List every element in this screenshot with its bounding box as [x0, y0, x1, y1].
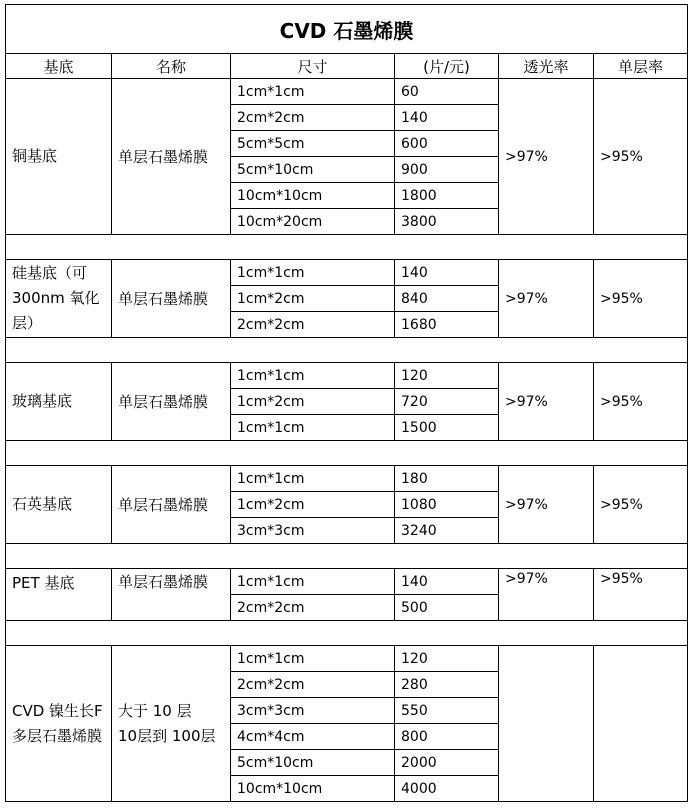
- price-cell: 550: [395, 698, 499, 724]
- price-cell: 3240: [395, 518, 499, 544]
- table-row: [6, 569, 688, 595]
- transmittance-cell: >97%: [499, 569, 594, 621]
- size-cell: 1cm*1cm: [231, 415, 395, 441]
- price-cell: 1500: [395, 415, 499, 441]
- size-cell: 1cm*1cm: [231, 260, 395, 286]
- transmittance-cell: >97%: [499, 466, 594, 544]
- size-cell: 1cm*2cm: [231, 389, 395, 415]
- product-name-cell: 大于 10 层 10层到 100层: [112, 646, 231, 802]
- size-cell: 1cm*2cm: [231, 492, 395, 518]
- substrate-cell: PET 基底: [6, 569, 112, 621]
- product-name-cell: 单层石墨烯膜: [112, 363, 231, 441]
- separator-cell: [6, 235, 688, 260]
- group-separator-row: [6, 621, 688, 646]
- table-row: [6, 466, 688, 492]
- table-title: CVD 石墨烯膜: [6, 5, 688, 54]
- header-name: 名称: [112, 54, 231, 79]
- substrate-cell: 玻璃基底: [6, 363, 112, 441]
- group-separator-row: [6, 338, 688, 363]
- size-cell: 10cm*10cm: [231, 183, 395, 209]
- table-row: [6, 260, 688, 286]
- header-substrate: 基底: [6, 54, 112, 79]
- price-cell: 1080: [395, 492, 499, 518]
- size-cell: 5cm*10cm: [231, 157, 395, 183]
- price-cell: 840: [395, 286, 499, 312]
- product-name-cell: 单层石墨烯膜: [112, 260, 231, 338]
- header-row: [6, 54, 688, 79]
- price-table: [5, 4, 688, 802]
- price-cell: 60: [395, 79, 499, 105]
- separator-cell: [6, 441, 688, 466]
- single-layer-rate-cell: >95%: [594, 260, 688, 338]
- transmittance-cell: >97%: [499, 79, 594, 235]
- price-cell: 1680: [395, 312, 499, 338]
- single-layer-rate-cell: >95%: [594, 466, 688, 544]
- group-separator-row: [6, 235, 688, 260]
- size-cell: 5cm*10cm: [231, 750, 395, 776]
- size-cell: 2cm*2cm: [231, 312, 395, 338]
- size-cell: 10cm*10cm: [231, 776, 395, 802]
- transmittance-cell: >97%: [499, 260, 594, 338]
- transmittance-cell: >97%: [499, 363, 594, 441]
- separator-cell: [6, 544, 688, 569]
- price-cell: 500: [395, 595, 499, 621]
- single-layer-rate-cell: [594, 646, 688, 802]
- group-separator-row: [6, 544, 688, 569]
- header-single-layer-rate: 单层率: [594, 54, 688, 79]
- product-name-cell: 单层石墨烯膜: [112, 79, 231, 235]
- table-row: [6, 646, 688, 672]
- size-cell: 1cm*1cm: [231, 646, 395, 672]
- substrate-cell: CVD 镍生长F 多层石墨烯膜: [6, 646, 112, 802]
- title-row: [6, 5, 688, 54]
- price-cell: 140: [395, 569, 499, 595]
- table-row: [6, 363, 688, 389]
- price-cell: 140: [395, 105, 499, 131]
- product-name-cell: 单层石墨烯膜: [112, 569, 231, 621]
- size-cell: 5cm*5cm: [231, 131, 395, 157]
- size-cell: 1cm*1cm: [231, 466, 395, 492]
- size-cell: 1cm*1cm: [231, 569, 395, 595]
- separator-cell: [6, 338, 688, 363]
- price-cell: 120: [395, 646, 499, 672]
- price-cell: 900: [395, 157, 499, 183]
- size-cell: 3cm*3cm: [231, 698, 395, 724]
- price-cell: 600: [395, 131, 499, 157]
- header-price: (片/元): [395, 54, 499, 79]
- size-cell: 2cm*2cm: [231, 672, 395, 698]
- price-table-body: [6, 5, 688, 802]
- header-size: 尺寸: [231, 54, 395, 79]
- size-cell: 3cm*3cm: [231, 518, 395, 544]
- price-cell: 280: [395, 672, 499, 698]
- size-cell: 1cm*1cm: [231, 363, 395, 389]
- size-cell: 4cm*4cm: [231, 724, 395, 750]
- separator-cell: [6, 621, 688, 646]
- group-separator-row: [6, 441, 688, 466]
- price-cell: 3800: [395, 209, 499, 235]
- price-cell: 4000: [395, 776, 499, 802]
- price-cell: 140: [395, 260, 499, 286]
- size-cell: 10cm*20cm: [231, 209, 395, 235]
- price-cell: 180: [395, 466, 499, 492]
- substrate-cell: 铜基底: [6, 79, 112, 235]
- single-layer-rate-cell: >95%: [594, 363, 688, 441]
- price-cell: 120: [395, 363, 499, 389]
- price-cell: 2000: [395, 750, 499, 776]
- size-cell: 1cm*1cm: [231, 79, 395, 105]
- single-layer-rate-cell: >95%: [594, 569, 688, 621]
- table-row: [6, 79, 688, 105]
- single-layer-rate-cell: >95%: [594, 79, 688, 235]
- size-cell: 1cm*2cm: [231, 286, 395, 312]
- price-cell: 800: [395, 724, 499, 750]
- price-cell: 720: [395, 389, 499, 415]
- substrate-cell: 石英基底: [6, 466, 112, 544]
- substrate-cell: 硅基底（可300nm 氧化层）: [6, 260, 112, 338]
- size-cell: 2cm*2cm: [231, 595, 395, 621]
- size-cell: 2cm*2cm: [231, 105, 395, 131]
- price-cell: 1800: [395, 183, 499, 209]
- header-transmittance: 透光率: [499, 54, 594, 79]
- transmittance-cell: [499, 646, 594, 802]
- product-name-cell: 单层石墨烯膜: [112, 466, 231, 544]
